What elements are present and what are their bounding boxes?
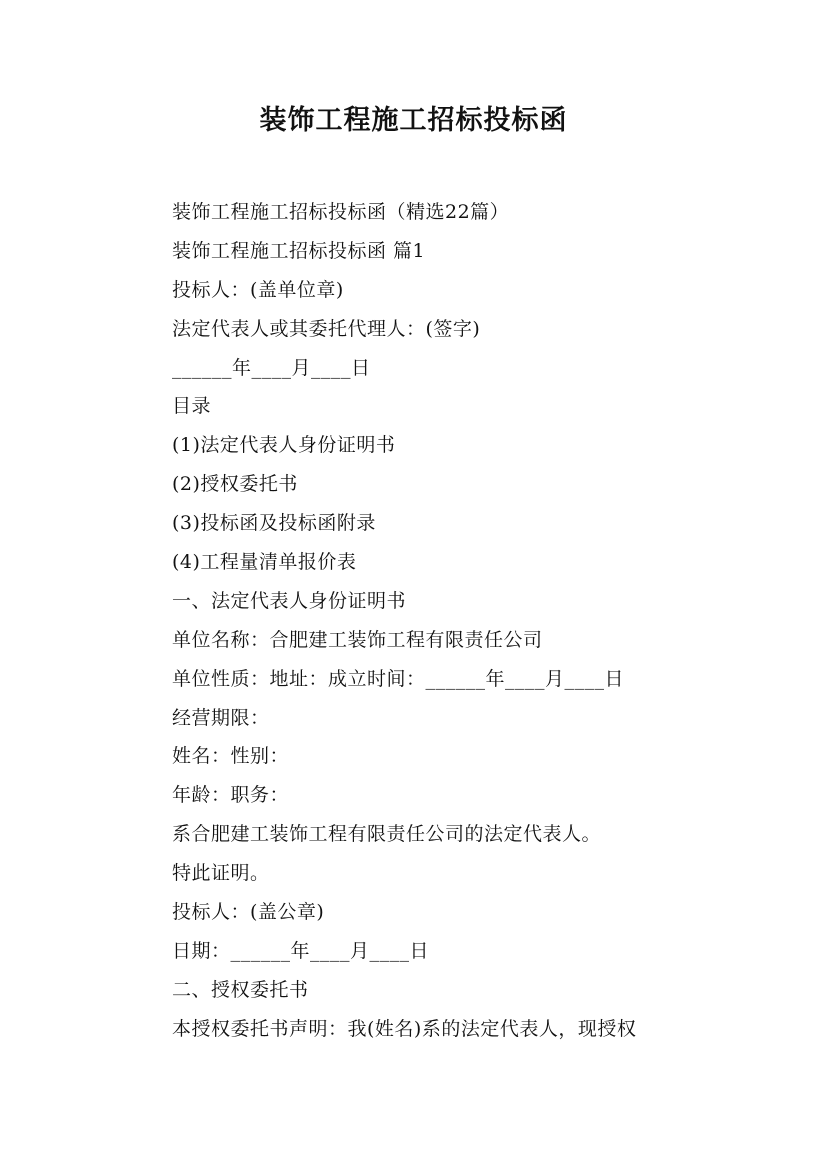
document-title: 装饰工程施工招标投标函: [259, 105, 568, 136]
toc-item: (3)投标函及投标函附录: [172, 512, 376, 535]
paragraph-line: 年龄：职务：: [172, 784, 290, 807]
toc-item: (2)授权委托书: [172, 473, 298, 496]
toc-item: (4)工程量清单报价表: [172, 551, 357, 574]
paragraph-line: 单位名称：合肥建工装饰工程有限责任公司: [172, 628, 543, 651]
representative-line: 法定代表人或其委托代理人：(签字): [172, 317, 481, 340]
bidder-line: 投标人：(盖单位章): [172, 278, 344, 301]
toc-item: (1)法定代表人身份证明书: [172, 434, 396, 457]
date-line: 日期：______年____月____日: [172, 939, 430, 962]
section-heading: 二、授权委托书: [172, 978, 309, 1001]
toc-heading: 目录: [172, 395, 212, 418]
bidder-line: 投标人：(盖公章): [172, 901, 325, 924]
paragraph-line: 姓名：性别：: [172, 745, 290, 768]
date-blank-line: ______年____月____日: [172, 356, 371, 379]
document-body: [172, 193, 772, 1049]
paragraph-line: 本授权委托书声明：我(姓名)系的法定代表人，现授权: [172, 1017, 637, 1040]
paragraph-line: 单位性质：地址：成立时间：______年____月____日: [172, 667, 625, 690]
subtitle-line: 装饰工程施工招标投标函（精选22篇）: [172, 201, 510, 223]
section-heading: 一、法定代表人身份证明书: [172, 589, 407, 612]
paragraph-line: 特此证明。: [172, 862, 270, 885]
paragraph-line: 系合肥建工装饰工程有限责任公司的法定代表人。: [172, 823, 602, 846]
section-heading: 装饰工程施工招标投标函 篇1: [172, 239, 426, 262]
paragraph-line: 经营期限：: [172, 706, 270, 729]
